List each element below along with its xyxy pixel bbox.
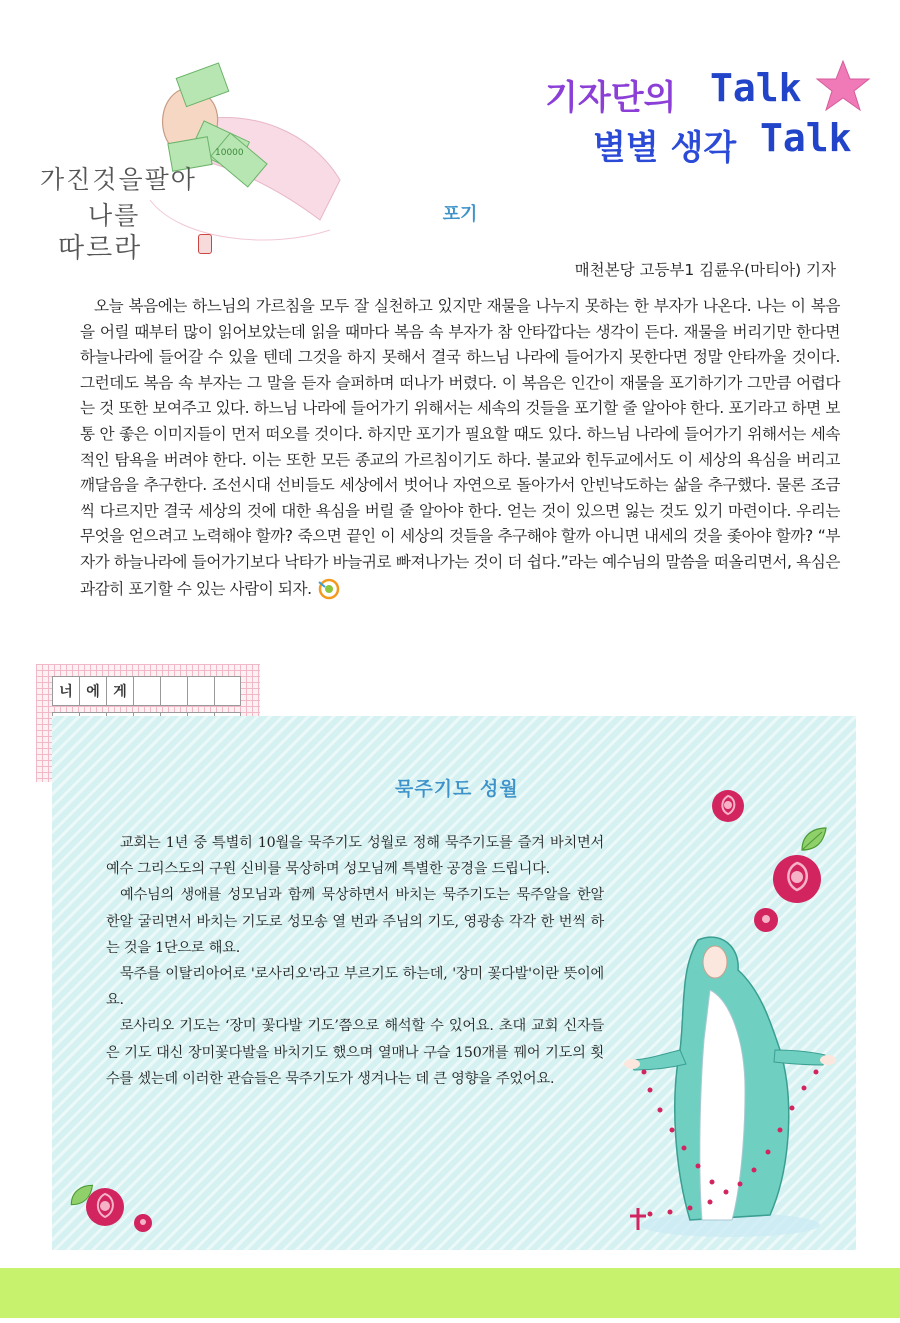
article2-body — [106, 830, 604, 1092]
rose-icon — [84, 1186, 126, 1228]
article2-paragraph-1: 교회는 1년 중 특별히 10월을 묵주기도 성월로 정해 묵주기도를 즐겨 바치면서 예수 그리스도의 구원 신비를 묵상하며 성모님께 특별한 공경을 드립니다. — [106, 835, 604, 878]
virgin-mary-illustration — [620, 930, 850, 1240]
rose-icon — [132, 1212, 154, 1234]
leaf-icon — [796, 822, 830, 856]
calligraphy-line-3: 따르라 — [58, 233, 143, 264]
article2-paragraph-4: 로사리오 기도는 ‘장미 꽃다발 기도’쯤으로 해석할 수 있어요. 초대 교회 신자들은 기도 대신 장미꽃다발을 바치기도 했으며 열매나 구슬 150개를 꿰어 기도의 횟수를 셌는데 이러한 관습들은 묵주기도가 생겨나는 데 큰 영향을 주었어요. — [106, 1018, 604, 1087]
series-title-line1: 기자단의 — [545, 78, 677, 118]
star-icon — [815, 58, 871, 114]
article1-title: 포기 — [442, 204, 478, 225]
article1-byline: 매천본당 고등부1 김륜우(마티아) 기자 — [574, 261, 836, 279]
bottom-color-bar — [0, 1268, 900, 1318]
series-title — [545, 58, 885, 168]
grid-cell: 게 — [106, 676, 133, 706]
rose-icon — [770, 852, 824, 906]
article1-body-text: 오늘 복음에는 하느님의 가르침을 모두 잘 실천하고 있지만 재물을 나누지 못하는 한 부자가 나온다. 나는 이 복음을 어릴 때부터 많이 읽어보았는데 읽을 때마다 복음 속 부자가 참 안타깝다는 생각이 든다. 재물을 버리기만 한다면 하늘나라에 들어갈 수 있을 텐데 그것을 하지 못해서 결국 하느님 나라에 들어가지 못한다면 정말 안타까울 것이다. 그런데도 복음 속 부자는 그 말을 듣자 슬퍼하며 떠나가 버렸다. 이 복음은 인간이 재물을 포기하기가 그만큼 어렵다는 것 또한 보여주고 있다. 하느님 나라에 들어가기 위해서는 세속의 것들을 포기할 줄 알아야 한다. 포기라고 하면 보통 안 좋은 이미지들이 먼저 떠오를 것이다. 하지만 포기가 필요할 때도 있다. 하느님 나라에 들어가기 위해서는 세속적인 탐욕을 버려야 한다. 이는 또한 모든 종교의 가르침이기도 하다. 불교와 힌두교에서도 이 세상의 욕심을 버리고 깨달음을 추구한다. 조선시대 선비들도 세상에서 벗어나 자연으로 돌아가서 안빈낙도하는 삶을 추구했다. 물론 조금씩 다르지만 결국 세상의 것에 대한 욕심을 버릴 줄 알아야 한다. 얻는 것이 있으면 잃는 것도 있기 마련이다. 우리는 무엇을 얻으려고 노력해야 할까? 죽으면 끝인 이 세상의 것들을 추구해야 할까 아니면 내세의 것을 좇아야 할까? “부자가 하늘나라에 들어가기보다 낙타가 바늘귀로 빠져나가는 것이 더 쉽다.”라는 예수님의 말씀을 떠올리면서, 욕심은 과감히 포기할 수 있는 사람이 되자. — [80, 297, 840, 598]
red-seal-stamp — [198, 234, 212, 254]
series-title-line2: 별별 생각 — [593, 128, 737, 168]
grid-cell — [214, 676, 241, 706]
grid-cell — [133, 676, 160, 706]
end-mark-icon — [316, 576, 340, 600]
rose-icon — [710, 788, 746, 824]
calligraphy-line-1: 가진것을팔아 — [40, 165, 197, 194]
grid-row-1 — [52, 676, 241, 708]
article2-paragraph-3: 묵주를 이탈리아어로 '로사리오'라고 부르기도 하는데, '장미 꽃다발'이란 뜻이에요. — [106, 966, 604, 1009]
calligraphy-line-2: 나를 — [88, 201, 141, 230]
grid-cell: 에 — [79, 676, 106, 706]
article2-paragraph-2: 예수님의 생애를 성모님과 함께 묵상하면서 바치는 묵주기도는 묵주알을 한알 한알 굴리면서 바치는 기도로 성모송 열 번과 주님의 기도, 영광송 각각 한 번씩 하는 것을 1단으로 해요. — [106, 887, 604, 956]
grid-cell — [187, 676, 214, 706]
grid-cell: 너 — [52, 676, 79, 706]
series-title-talk-1: Talk — [710, 66, 802, 110]
series-title-talk-2: Talk — [760, 116, 852, 160]
grid-cell — [160, 676, 187, 706]
money-label: 10000 — [215, 148, 244, 158]
article2-title: 묵주기도 성월 — [395, 778, 519, 800]
article1-body — [80, 294, 840, 602]
